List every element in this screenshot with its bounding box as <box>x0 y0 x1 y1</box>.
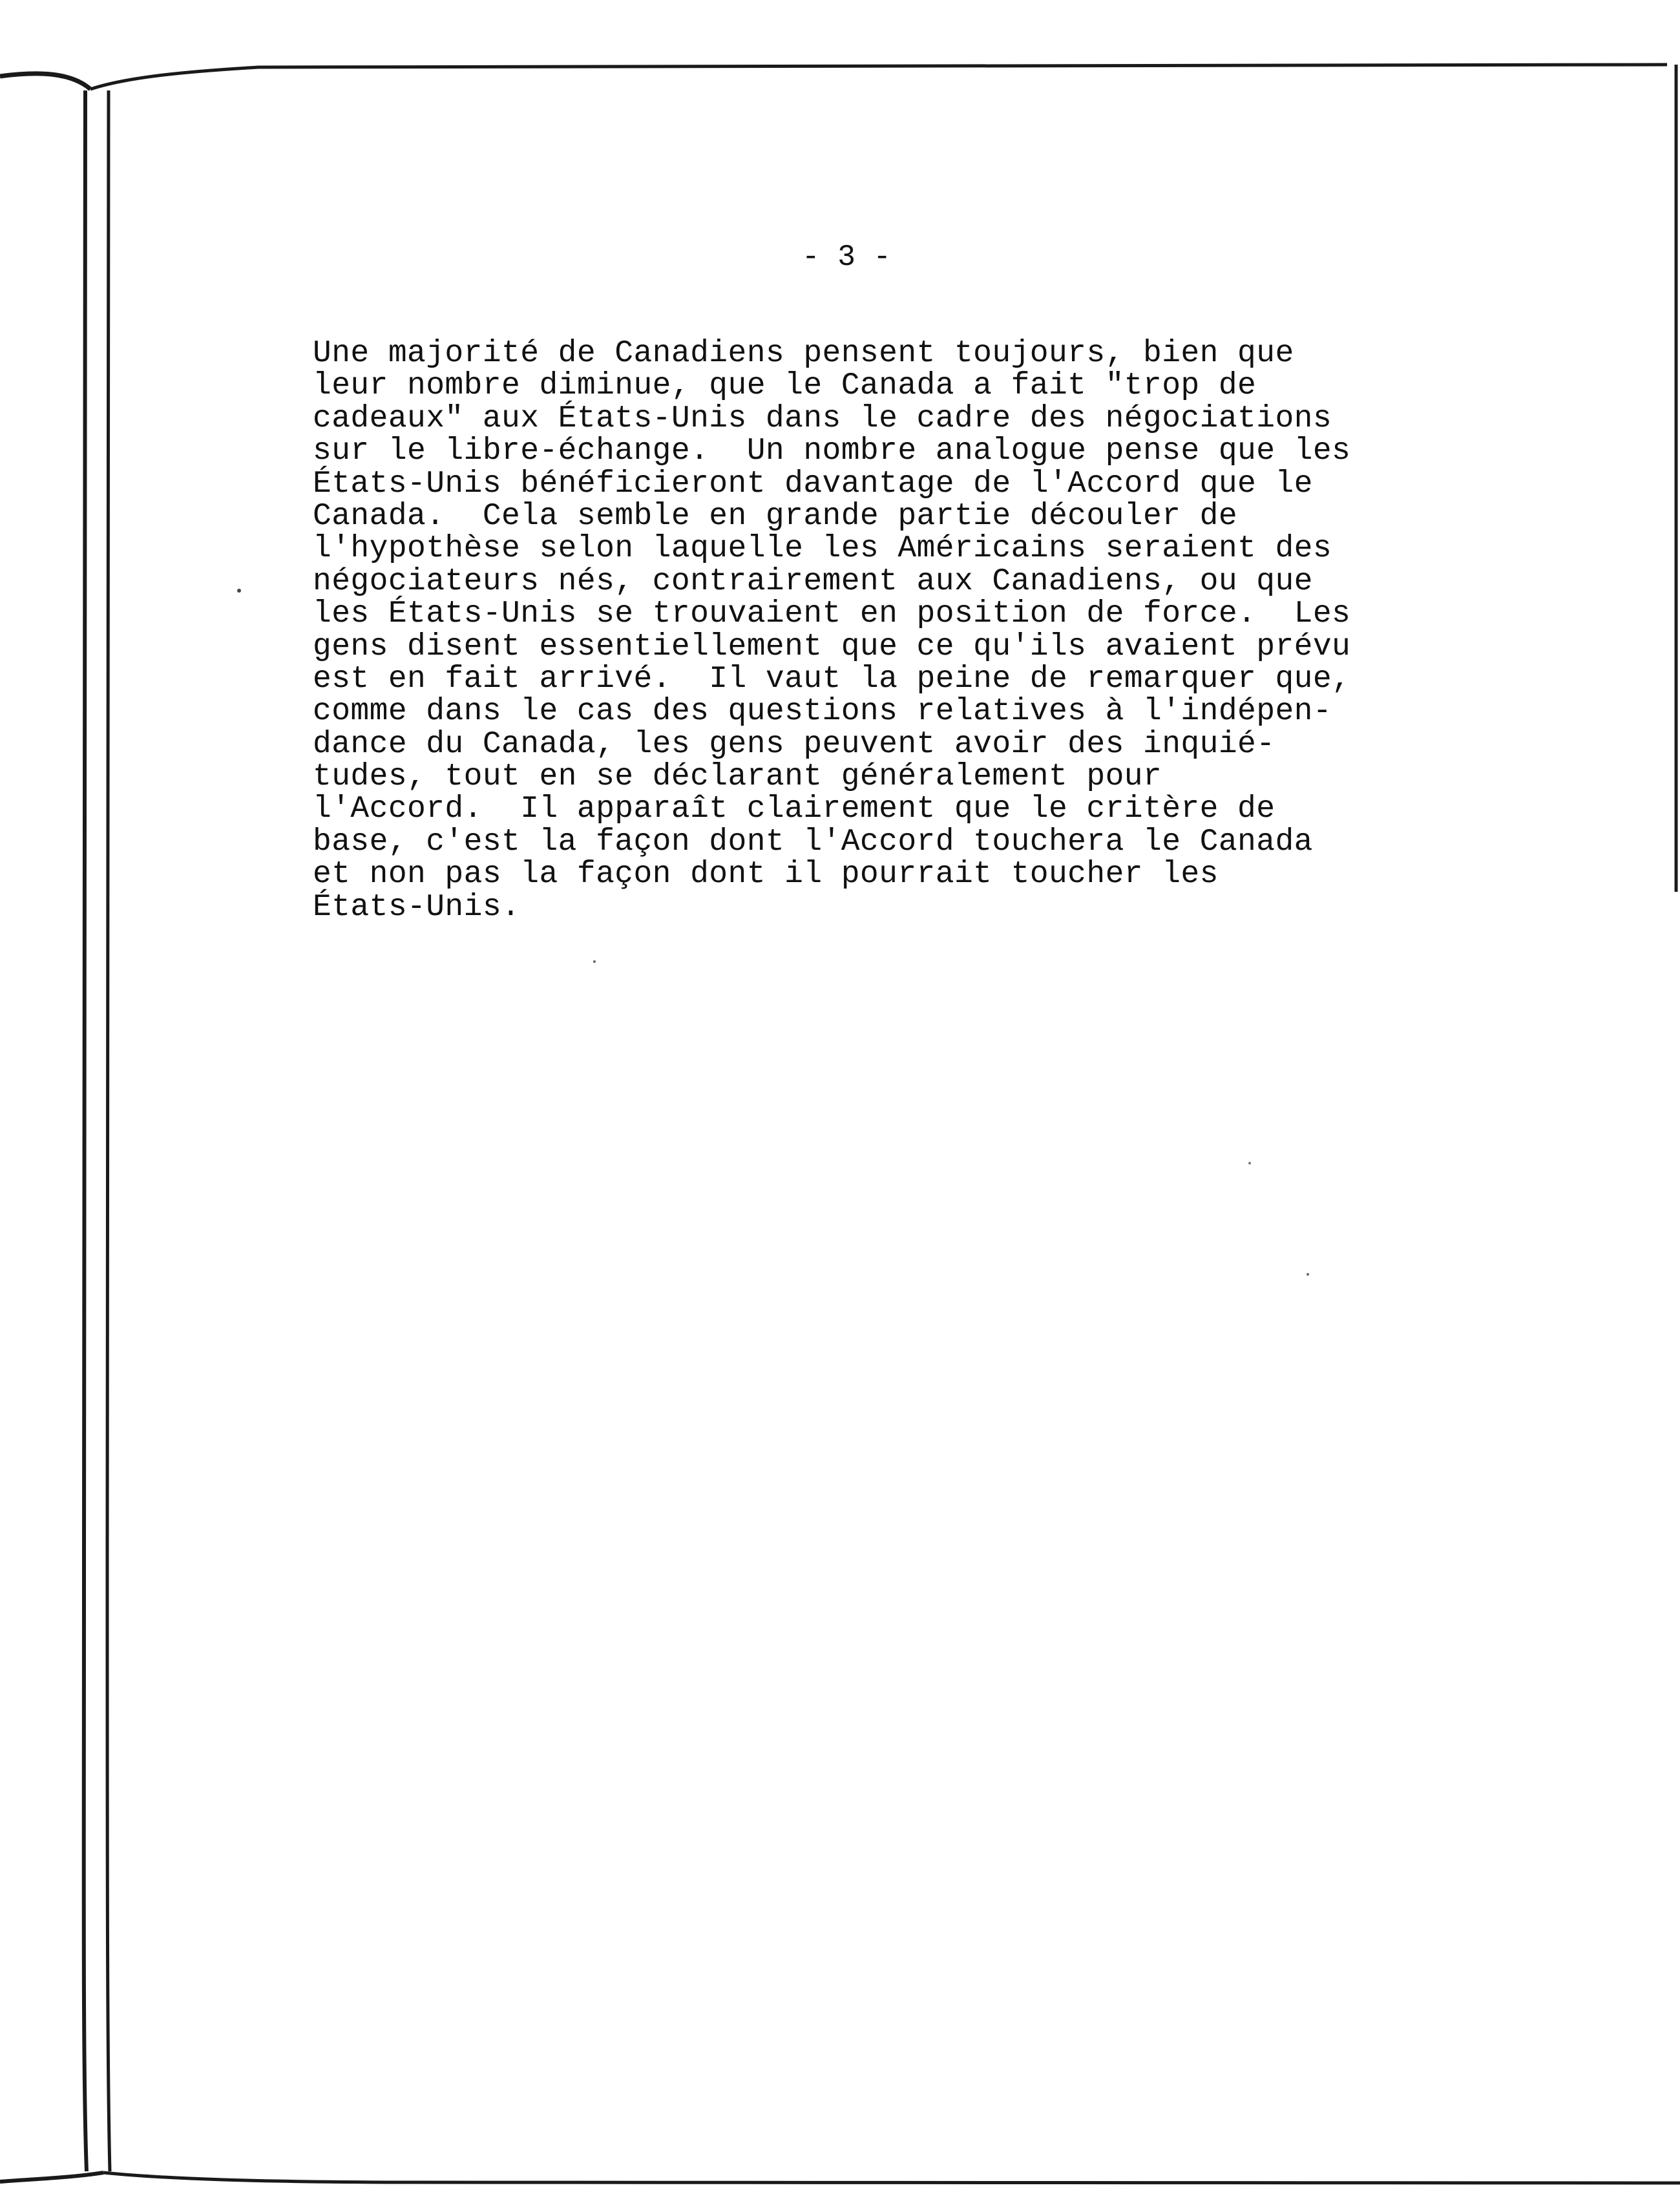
speck <box>1248 1162 1251 1164</box>
body-line: Une majorité de Canadiens pensent toujours, bien que <box>313 336 1294 371</box>
bottom-rule <box>103 2173 1680 2183</box>
body-line: gens disent essentiellement que ce qu'ils avaient prévu <box>313 629 1351 664</box>
top-binding-curve <box>0 74 90 89</box>
body-line: et non pas la façon dont il pourrait toucher les <box>313 857 1219 892</box>
body-line: États-Unis bénéficieront davantage de l'Accord que le <box>313 466 1313 501</box>
left-binding-inner <box>107 90 110 2171</box>
body-line: Canada. Cela semble en grande partie découler de <box>313 498 1238 534</box>
top-rule <box>90 65 1667 89</box>
body-line: leur nombre diminue, que le Canada a fait "trop de <box>313 368 1257 404</box>
body-line: cadeaux" aux États-Unis dans le cadre des négociations <box>313 401 1332 436</box>
body-line: l'Accord. Il apparaît clairement que le critère de <box>313 792 1276 827</box>
body-line: les États-Unis se trouvaient en position de force. Les <box>313 596 1351 632</box>
body-line: comme dans le cas des questions relatives à l'indépen- <box>313 694 1332 730</box>
body-line: tudes, tout en se déclarant généralement pour <box>313 759 1162 795</box>
body-line: est en fait arrivé. Il vaut la peine de remarquer que, <box>313 661 1351 697</box>
body-paragraph <box>313 337 1463 923</box>
body-line: l'hypothèse selon laquelle les Américains seraient des <box>313 531 1332 567</box>
body-line: négociateurs nés, contrairement aux Canadiens, ou que <box>313 564 1313 599</box>
speck <box>1307 1273 1309 1276</box>
body-line: dance du Canada, les gens peuvent avoir des inquié- <box>313 726 1276 762</box>
body-line: États-Unis. <box>313 889 521 925</box>
speck <box>593 960 596 963</box>
body-line: base, c'est la façon dont l'Accord touchera le Canada <box>313 824 1313 859</box>
body-line: sur le libre-échange. Un nombre analogue pense que les <box>313 434 1351 469</box>
speck <box>237 589 241 593</box>
page-number: - 3 - <box>801 240 892 274</box>
bottom-binding-curve <box>0 2173 103 2182</box>
left-binding-outer <box>84 90 87 2171</box>
